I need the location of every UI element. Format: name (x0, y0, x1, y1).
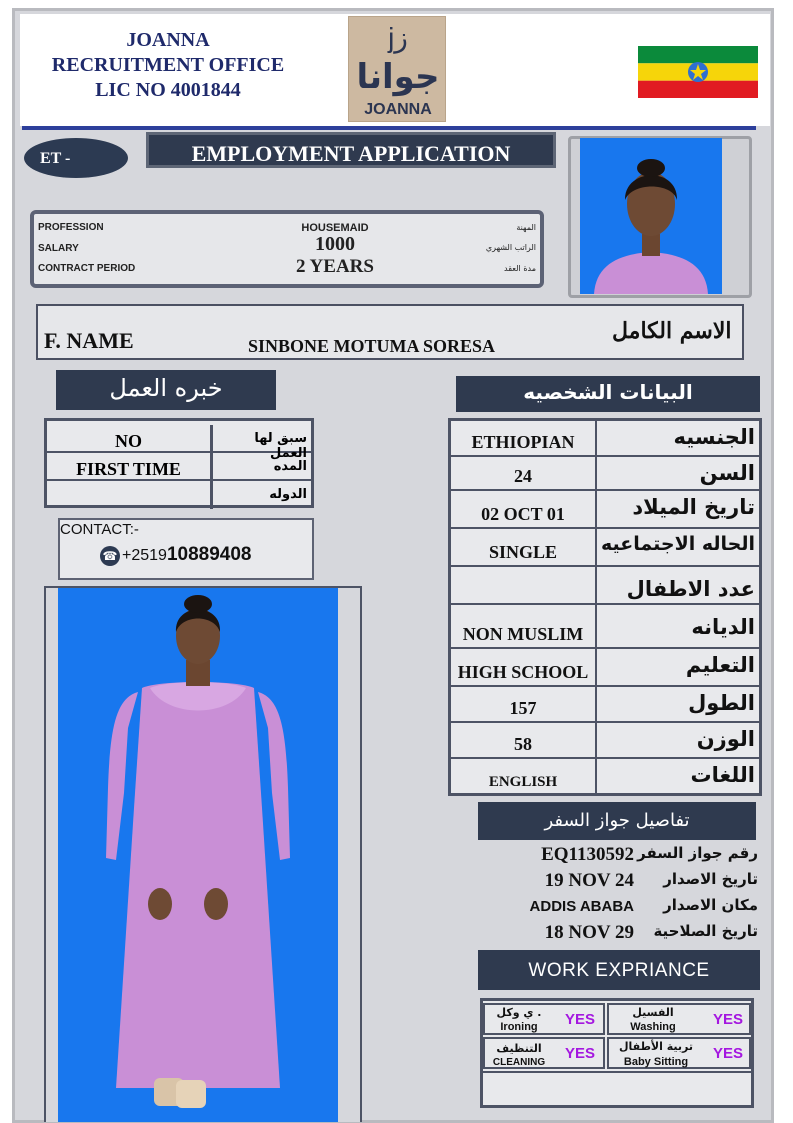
personal-value: 157 (451, 687, 597, 721)
contract-period-value: 2 YEARS (296, 256, 374, 277)
personal-value: ENGLISH (451, 759, 597, 793)
passport-label: رقم جواز السفر (637, 844, 758, 862)
table-row (47, 481, 311, 509)
experience-table (44, 418, 314, 508)
experience-label: المده (273, 459, 307, 474)
table-row: عدد الاطفال (451, 567, 759, 605)
work-experience-heading: WORK EXPRIANCE (478, 950, 760, 990)
skill-label-arabic: تربية الأطفال (618, 1040, 693, 1053)
office-line-1: JOANNA (126, 29, 210, 51)
skill-label-arabic: الفسيل (632, 1006, 674, 1019)
contact-number (122, 544, 251, 566)
table-row (47, 425, 311, 461)
empty-row (483, 1071, 751, 1105)
skill-washing (607, 1003, 751, 1035)
logo-mark: jز (388, 22, 408, 53)
passport-label: مكان الاصدار (663, 896, 758, 914)
work-experience-table (480, 998, 754, 1108)
table-row: NON MUSLIM الديانه (451, 605, 759, 649)
company-logo (348, 16, 446, 122)
skill-label-arabic: ي وكل . (496, 1006, 542, 1019)
skill-answer: YES (713, 1045, 744, 1062)
personal-value: 58 (451, 723, 597, 757)
name-label-arabic: الاسم الكامل (612, 318, 732, 344)
table-row: HIGH SCHOOL التعليم (451, 649, 759, 687)
table-row: ETHIOPIAN الجنسيه (451, 421, 759, 457)
profession-label: PROFESSION (38, 222, 104, 233)
personal-data-table (448, 418, 762, 796)
table-row: 24 السن (451, 457, 759, 491)
page-title: EMPLOYMENT APPLICATION (146, 132, 556, 168)
passport-heading: تفاصيل جواز السفر (478, 802, 756, 840)
experience-value: NO (47, 425, 213, 453)
table-row (47, 453, 311, 481)
experience-label: سبق لها العمل (254, 431, 307, 461)
profession-label-arabic: المهنة (516, 223, 536, 232)
skill-answer: YES (565, 1011, 596, 1028)
passport-label: تاريخ الاصدار (663, 870, 758, 888)
experience-heading: خبره العمل (56, 370, 276, 410)
portrait-photo (580, 138, 722, 294)
passport-row (480, 868, 760, 892)
contact-label: CONTACT:- (60, 521, 139, 538)
table-row: 157 الطول (451, 687, 759, 723)
experience-value (47, 481, 213, 509)
passport-value: 18 NOV 29 (544, 922, 634, 943)
reference-badge: ET - (24, 138, 128, 178)
skill-label: Baby Sitting (623, 1056, 689, 1068)
personal-data-heading: البيانات الشخصيه (456, 376, 760, 412)
table-row: ENGLISH اللغات (451, 759, 759, 793)
personal-value: 02 OCT 01 (451, 491, 597, 527)
passport-value: ADDIS ABABA (529, 898, 634, 915)
table-row: 58 الوزن (451, 723, 759, 759)
profession-value: HOUSEMAID (301, 222, 369, 234)
logo-english: JOANNA (364, 101, 432, 118)
experience-label: الدوله (269, 487, 307, 502)
contact-digits: 10889408 (166, 544, 252, 565)
personal-value: NON MUSLIM (451, 605, 597, 647)
full-body-photo (58, 588, 338, 1122)
skill-label: Ironing (500, 1021, 538, 1033)
skill-baby-sitting (607, 1037, 751, 1069)
name-label: F. NAME (44, 328, 134, 353)
salary-label: SALARY (38, 243, 79, 254)
personal-value (451, 567, 597, 603)
contract-period-label: CONTRACT PERIOD (38, 263, 136, 274)
passport-value: 19 NOV 24 (544, 870, 634, 891)
personal-value: SINGLE (451, 529, 597, 565)
ethiopia-flag-icon (638, 46, 758, 98)
skill-cleaning (483, 1037, 605, 1069)
contract-period-label-arabic: مدة العقد (504, 264, 536, 273)
table-row: 02 OCT 01 تاريخ الميلاد (451, 491, 759, 529)
office-line-2: RECRUITMENT OFFICE (51, 54, 285, 76)
passport-value: EQ1130592 (541, 844, 634, 865)
table-row: SINGLE الحاله الاجتماعيه (451, 529, 759, 567)
header-divider (22, 126, 756, 130)
experience-value: FIRST TIME (47, 453, 213, 481)
skill-label: Washing (630, 1021, 676, 1033)
passport-row (480, 842, 760, 866)
logo-arabic: جوانا (356, 57, 440, 97)
skill-ironing (483, 1003, 605, 1035)
office-line-3: LIC NO 4001844 (95, 79, 241, 101)
contact-prefix: +2519 (122, 547, 167, 564)
name-value: SINBONE MOTUMA SORESA (248, 336, 496, 356)
skill-answer: YES (713, 1011, 744, 1028)
personal-value: HIGH SCHOOL (451, 649, 597, 685)
office-name (28, 28, 308, 103)
passport-row (480, 894, 760, 918)
personal-value: ETHIOPIAN (451, 421, 597, 455)
skill-answer: YES (565, 1045, 596, 1062)
personal-value: 24 (451, 457, 597, 489)
skill-label-arabic: التنظيف (496, 1042, 542, 1055)
salary-value: 1000 (315, 233, 355, 255)
passport-row (480, 920, 760, 944)
skill-label: CLEANING (492, 1057, 546, 1068)
passport-label: تاريخ الصلاحية (653, 922, 758, 940)
phone-icon: ☎ (100, 546, 120, 566)
salary-label-arabic: الراتب الشهري (485, 243, 536, 252)
